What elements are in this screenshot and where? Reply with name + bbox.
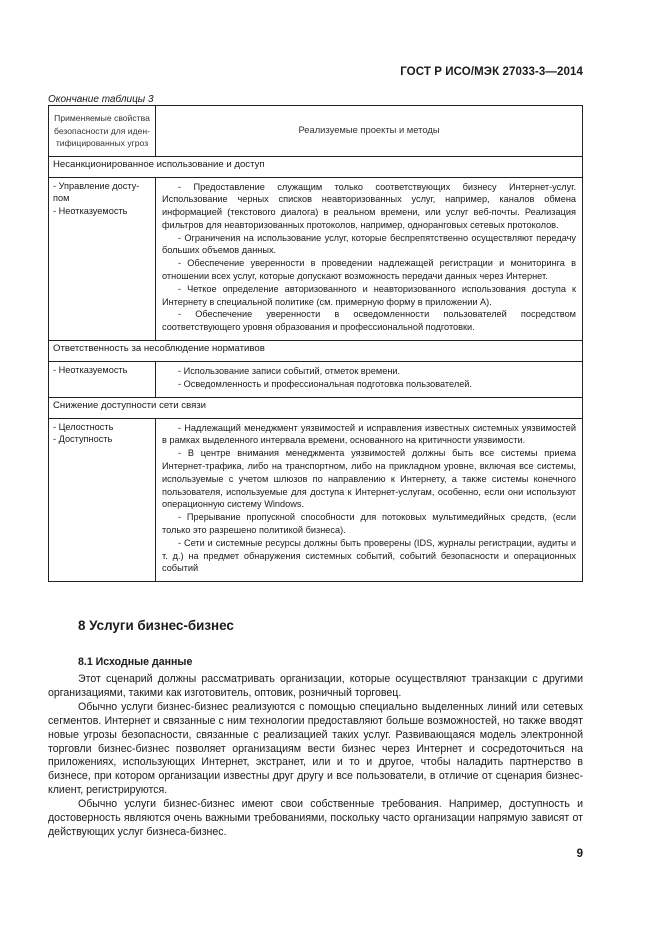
property-item: - Управление досту- <box>53 180 140 191</box>
properties-cell <box>49 177 156 341</box>
table-section-row <box>49 397 583 418</box>
method-item: - Осведомленность и профессиональная подготовка пользователей. <box>178 378 472 389</box>
table-row <box>49 177 583 341</box>
method-item: - Предоставление служащим только соответствующих бизнесу Интернет-услуг. Использование черных списков неавторизованных услуг, например, каналов обмена информацией (текстового диалога) в реальном времени, или услуг веб-почты. Реализация фильтров для неавторизованных протоколов, например, одноранговых сетевых протоколов. <box>162 181 576 230</box>
properties-cell <box>49 418 156 582</box>
section-heading: 8 Услуги бизнес-бизнес <box>78 618 234 633</box>
property-item: - Неотказуемость <box>53 206 128 217</box>
table-row <box>49 418 583 582</box>
methods-cell <box>156 177 583 341</box>
table-section-row <box>49 341 583 362</box>
section-title: Снижение доступности сети связи <box>49 397 583 418</box>
table-caption: Окончание таблицы 3 <box>48 94 154 105</box>
table-row <box>49 362 583 398</box>
property-item: - Целостность <box>53 421 114 432</box>
column-header-properties: Применяемые свойства безопасности для иден-тифицированных угроз <box>49 106 156 157</box>
property-item: пом <box>53 193 70 204</box>
paragraph: Обычно услуги бизнес-бизнес реализуются с помощью специально выделенных линий или сетевых сегментов. Интернет и связанные с ним технологии предоставляют больше возможностей, но также вводят новые угрозы безопасности, связанные с реализацией таких услуг. Развивающаяся модель электронной торговли бизнес-бизнес позволяет организациям вести бизнес через Интернет и сосредоточиться на приложениях, использующих Интернет, экстранет, или и то и другое, чтобы наладить партнерство в бизнесе, при котором организации известны друг другу и все пользователи, в отличие от сценария бизнес-клиент, регистрируются. <box>48 700 583 797</box>
method-item: - Использование записи событий, отметок времени. <box>178 366 401 377</box>
table-header-row <box>49 106 583 157</box>
section-title: Несанкционированное использование и доступ <box>49 156 583 177</box>
method-item: - Четкое определение авторизованного и неавторизованного использования доступа к Интернету в специальной политике (см. примерную форму в приложении А). <box>162 283 576 307</box>
method-item: - Прерывание пропускной способности для потоковых мультимедийных средств, (если только это разрешено политикой бизнеса). <box>162 512 576 536</box>
method-item: - Обеспечение уверенности в осведомленности пользователей посредством соответствующего уровня образования и профессиональной подготовки. <box>162 309 576 333</box>
method-item: - Сети и системные ресурсы должны быть проверены (IDS, журналы регистрации, аудиты и т. д.) на предмет обнаружения системных событий, событий безопасности и операционных событий <box>162 537 576 574</box>
page-number: 9 <box>576 848 583 860</box>
methods-cell <box>156 418 583 582</box>
method-item: - В центре внимания менеджмента уязвимостей должны быть все системы приема Интернет-трафика, либо на транспортном, либо на прикладном уровне, включая все системы, используемые с учетом шлюзов по направлению к Интернету, а также системы конечного пользователя, используемые для доступа к Интернет-услугам, особенно, если они используют операционную систему Windows. <box>162 448 576 510</box>
method-item: - Обеспечение уверенности в проведении надлежащей регистрации и мониторинга в отношении всех услуг, которые допускают возможность передачи данных через Интернет. <box>162 258 576 282</box>
methods-cell <box>156 362 583 398</box>
threats-table <box>48 105 583 582</box>
method-item: - Надлежащий менеджмент уязвимостей и исправления известных системных уязвимостей в рамках выделенного интервала времени, основанного на критичности уязвимости. <box>162 422 576 446</box>
section-title: Ответственность за несоблюдение нормативов <box>49 341 583 362</box>
document-header: ГОСТ Р ИСО/МЭК 27033-3—2014 <box>400 66 583 78</box>
property-item: - Неотказуемость <box>53 365 128 376</box>
body-text <box>48 673 583 840</box>
properties-cell <box>49 362 156 398</box>
paragraph: Обычно услуги бизнес-бизнес имеют свои собственные требования. Например, доступность и достоверность являются очень важными требованиями, поскольку часто организации напрямую зависят от действующих услуг бизнеса-бизнес. <box>48 798 583 838</box>
property-item: - Доступность <box>53 434 113 445</box>
method-item: - Ограничения на использование услуг, которые беспрепятственно осуществляют передачу больших объемов данных. <box>162 232 576 256</box>
table-section-row <box>49 156 583 177</box>
column-header-methods: Реализуемые проекты и методы <box>156 106 583 157</box>
subsection-heading: 8.1 Исходные данные <box>78 656 193 668</box>
paragraph: Этот сценарий должны рассматривать организации, которые осуществляют транзакции с другими организациями, такими как изготовитель, оптовик, розничный торговец. <box>48 673 583 699</box>
